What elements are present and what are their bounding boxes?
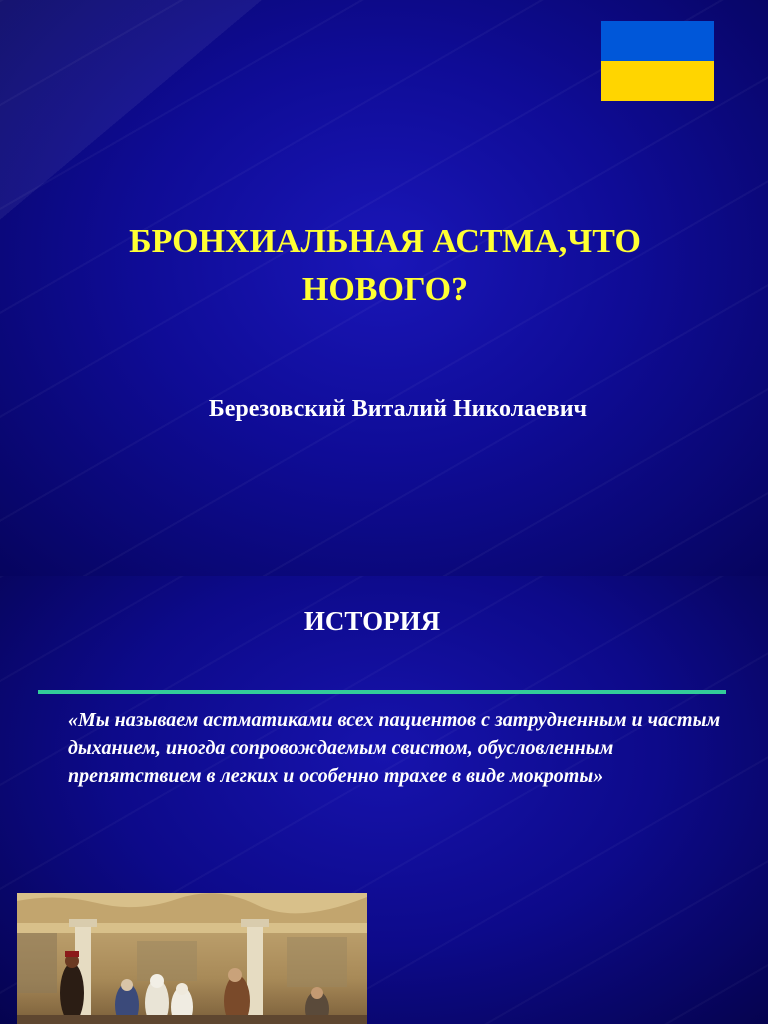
ukraine-flag-icon (601, 21, 714, 101)
history-slide (0, 576, 768, 1024)
slide-title-line-1: БРОНХИАЛЬНАЯ АСТМА,ЧТО (129, 223, 641, 260)
author-name: Березовский Виталий Николаевич (208, 396, 588, 422)
slide-title-line-2: НОВОГО? (301, 271, 469, 308)
flag-blue-stripe (601, 21, 714, 61)
flag-yellow-stripe (601, 61, 714, 101)
historical-painting-image (17, 893, 367, 1024)
slide-title (40, 218, 730, 314)
history-quote: «Мы называем астматиками всех пациентов с затрудненным и частым дыханием, иногда сопровождаемым свистом, обусловленным препятствием в легких и особенно трахее в виде мокроты» (68, 709, 721, 787)
section-title: ИСТОРИЯ (303, 606, 441, 636)
divider-line (38, 690, 726, 694)
